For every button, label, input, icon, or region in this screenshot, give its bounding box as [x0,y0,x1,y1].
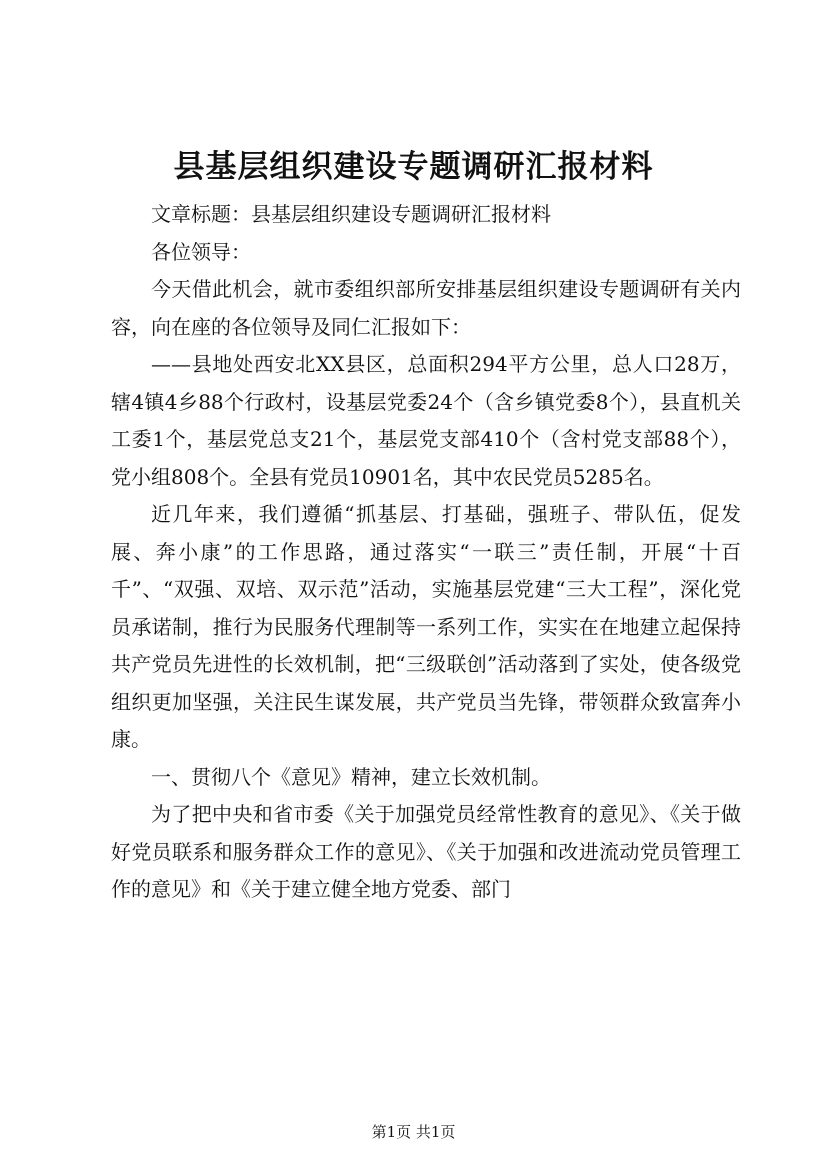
section-heading-1: 一、贯彻八个《意见》精神，建立长效机制。 [151,764,551,789]
paragraph-section-1: 为了把中央和省市委《关于加强党员经常性教育的意见》、《关于做好党员联系和服务群众工作的意见》、《关于加强和改进流动党员管理工作的意见》和《关于建立健全地方党委、部门 [111,802,741,901]
page-number-footer: 第1页 共1页 [371,1123,456,1141]
salutation: 各位领导： [151,239,251,264]
document-body [111,196,741,909]
paragraph-county-overview: ——县地处西安北XX县区，总面积294平方公里，总人口28万，辖4镇4乡88个行政村，设基层党委24个（含乡镇党委8个），县直机关工委1个，基层党总支21个，基层党支部410个（含村党支部88个），党小组808个。全县有党员10901名，其中农民党员5285名。 [111,352,741,489]
document-title: 县基层组织建设专题调研汇报材料 [173,149,654,185]
paragraph-recent-work: 近几年来，我们遵循“抓基层、打基础，强班子、带队伍，促发展、奔小康”的工作思路，通过落实“一联三”责任制，开展“十百千”、“双强、双培、双示范”活动，实施基层党建“三大工程”，深化党员承诺制，推行为民服务代理制等一系列工作，实实在在地建立起保持共产党员先进性的长效机制，把“三级联创”活动落到了实处，使各级党组织更加坚强，关注民生谋发展，共产党员当先锋，带领群众致富奔小康。 [111,502,741,751]
article-title-line: 文章标题：县基层组织建设专题调研汇报材料 [151,202,551,226]
paragraph-intro: 今天借此机会，就市委组织部所安排基层组织建设专题调研有关内容，向在座的各位领导及同仁汇报如下： [111,277,741,339]
